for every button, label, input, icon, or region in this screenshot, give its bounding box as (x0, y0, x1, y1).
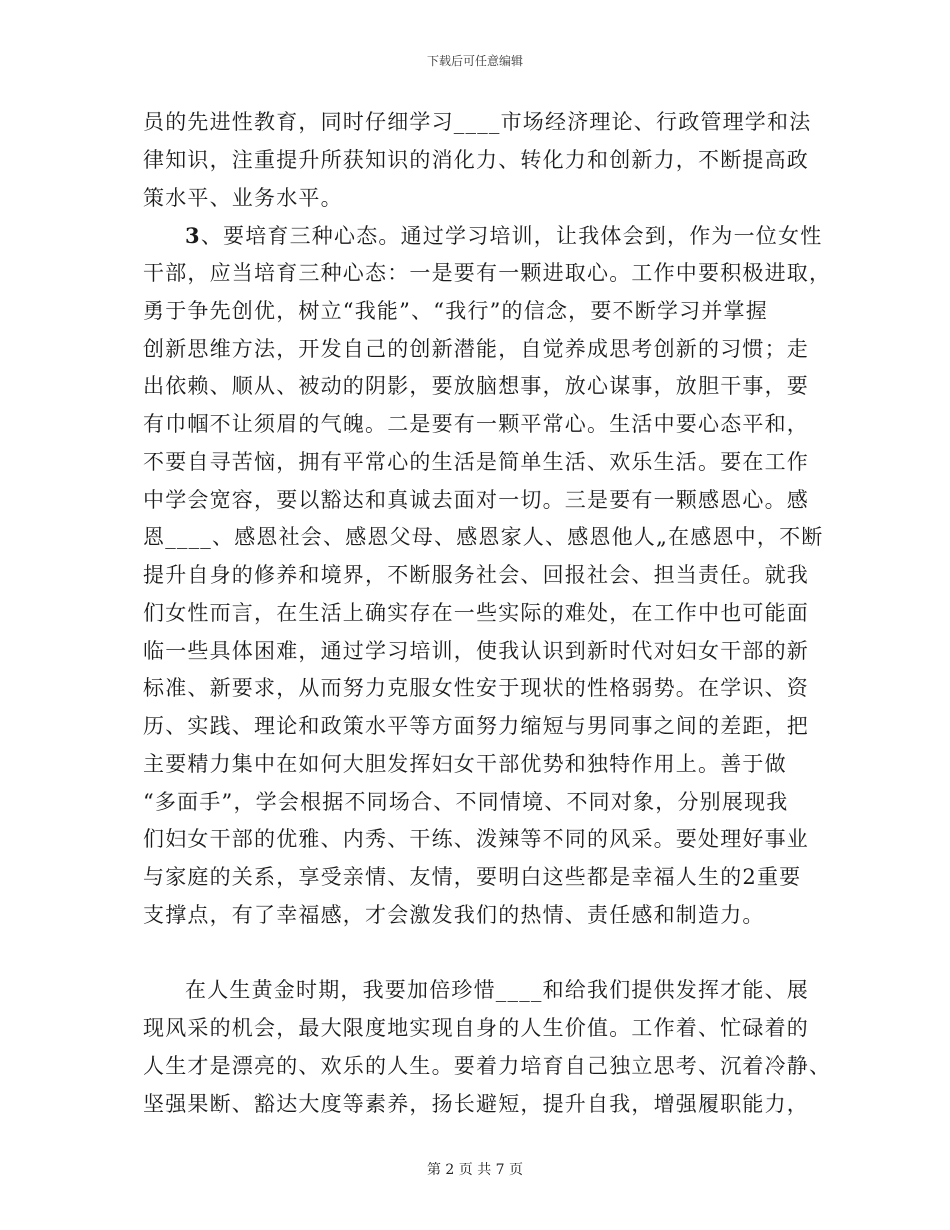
text-line: 主要精力集中在如何大胆发挥妇女干部优势和独特作用上。善于做 (143, 751, 787, 776)
text-line: 策水平、业务水平。 (143, 185, 343, 210)
text-line: 恩____、感恩社会、感恩父母、感恩家人、感恩他人„在感恩中，不断 (143, 525, 824, 550)
text-line: 们妇女干部的优雅、内秀、干练、泼辣等不同的风采。要处理好事业 (143, 827, 809, 852)
paragraph-number: 3 (185, 223, 201, 249)
text-line (143, 1123, 807, 1161)
paragraph-3-text: 、要培育三种心态。通过学习培训，让我体会到，作为一位女性 (200, 224, 823, 249)
text-line: 临一些具体困难，通过学习培训，使我认识到新时代对妇女干部的新 (143, 638, 809, 663)
text-line: 不要自寻苦恼，拥有平常心的生活是简单生活、欢乐生活。要在工作 (143, 449, 809, 474)
text-line: 人生才是漂亮的、欢乐的人生。要着力培育自己独立思考、沉着冷静、 (143, 1053, 832, 1078)
paragraph-4-first-line: 在人生黄金时期，我要加倍珍惜____和给我们提供发挥才能、展 (185, 978, 809, 1003)
text-line: 与家庭的关系，享受亲情、友情，要明白这些都是幸福人生的2重要 (143, 865, 802, 889)
text-line: 历、实践、理论和政策水平等方面努力缩短与男同事之间的差距，把 (143, 714, 809, 738)
text-line: 有巾帼不让须眉的气魄。二是要有一颗平常心。生活中要心态平和， (143, 412, 809, 436)
text-line: 坚强果断、豁达大度等素养，扬长避短，提升自我，增强履职能力， (143, 1091, 809, 1116)
text-line: 员的先进性教育，同时仔细学习____市场经济理论、行政管理学和法 (143, 110, 812, 134)
text-line: 提升自身的修养和境界，不断服务社会、回报社会、担当责任。就我 (143, 563, 809, 587)
text-line: 干部，应当培育三种心态：一是要有一颗进取心。工作中要积极进取， (143, 261, 832, 285)
text-line: 标准、新要求，从而努力克服女性安于现状的性格弱势。在学识、资 (143, 676, 809, 701)
text-line: 勇于争先创优，树立“我能”、“我行”的信念，要不断学习并掌握 (143, 298, 768, 323)
paragraph-3-first-line (143, 217, 823, 255)
text-line: “多面手”，学会根据不同场合、不同情境、不同对象，分别展现我 (143, 789, 789, 814)
document-body (143, 104, 832, 1161)
text-line: 们女性而言，在生活上确实存在一些实际的难处，在工作中也可能面 (143, 600, 809, 625)
text-line: 律知识，注重提升所获知识的消化力、转化力和创新力，不断提高政 (143, 147, 809, 172)
page-footer: 第 2 页 共 7 页 (426, 1162, 524, 1178)
text-line: 出依赖、顺从、被动的阴影，要放脑想事，放心谋事，放胆干事，要 (143, 374, 809, 399)
page-header: 下载后可任意编辑 (426, 54, 523, 68)
text-line: 支撑点，有了幸福感，才会激发我们的热情、责任感和制造力。 (143, 902, 765, 927)
text-line: 创新思维方法，开发自己的创新潜能，自觉养成思考创新的习惯；走 (143, 336, 809, 361)
text-line: 现风采的机会，最大限度地实现自身的人生价值。工作着、忙碌着的 (143, 1016, 809, 1040)
text-line: 中学会宽容，要以豁达和真诚去面对一切。三是要有一颗感恩心。感 (143, 487, 809, 512)
text-line (143, 935, 807, 973)
